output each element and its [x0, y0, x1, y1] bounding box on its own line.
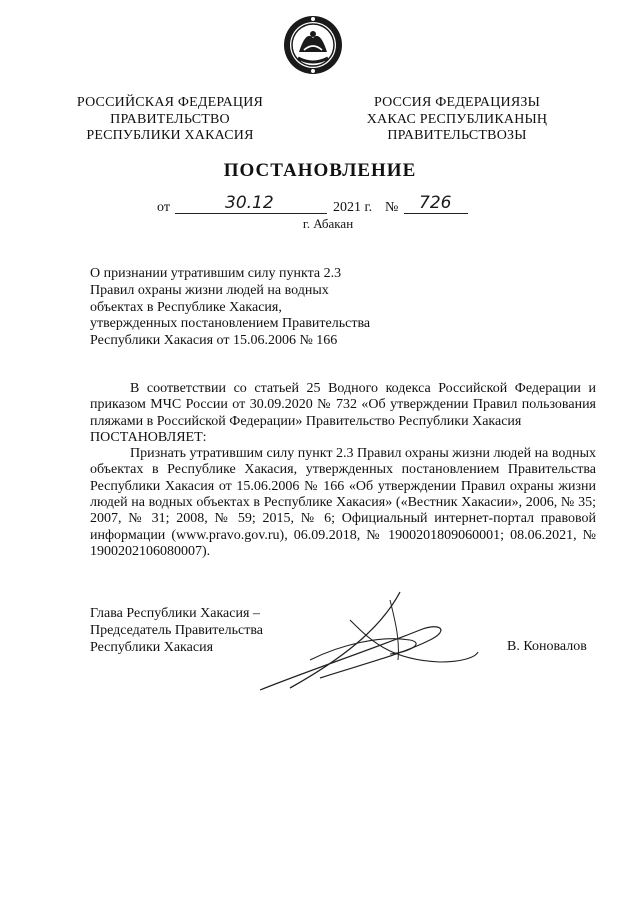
header-left-line-3: РЕСПУБЛИКИ ХАКАСИЯ [86, 128, 254, 143]
year-label: 2021 г. [333, 200, 373, 215]
from-label: от [157, 200, 170, 215]
header-left-block [70, 95, 270, 145]
signatory-position-line: Республики Хакасия [90, 640, 214, 655]
document-body [90, 381, 596, 560]
coat-of-arms-emblem [282, 14, 344, 76]
body-paragraph-decision: Признать утратившим силу пункт 2.3 Правил охраны жизни людей на водных объектах в Республике Хакасия, утвержденных постановлением Правительства Республики Хакасия от 15.06.2006 № 166 «Об утверждении Правил охраны жизни людей на водных объектах в Республике Хакасия» («Вестник Хакасии», 2006, № 35; 2007, № 31; 2008, № 59; 2015, № 6; Официальный интернет-портал правовой информации (www.pravo.gov.ru), 06.09.2018, № 1900201809060001; 08.06.2021, № 1900202106080007). [90, 446, 596, 559]
date-number-row [0, 193, 640, 218]
resolves-label: ПОСТАНОВЛЯЕТ: [90, 429, 207, 445]
subject-line: Республики Хакасия от 15.06.2006 № 166 [90, 333, 338, 349]
handwritten-number: 726 [419, 193, 452, 213]
subject-line: утвержденных постановлением Правительства [90, 316, 371, 332]
handwritten-date: 30.12 [225, 193, 274, 213]
header-right-block [352, 95, 562, 145]
document-title: ПОСТАНОВЛЕНИЕ [223, 160, 417, 181]
subject-line: Правил охраны жизни людей на водных [90, 282, 329, 298]
document-subject [90, 266, 376, 350]
signatory-position-line: Председатель Правительства [90, 623, 263, 638]
header-right-line-1: РОССИЯ ФЕДЕРАЦИЯЗЫ [373, 95, 541, 110]
signatory-position-line: Глава Республики Хакасия – [90, 606, 260, 621]
header-left-line-1: РОССИЙСКАЯ ФЕДЕРАЦИЯ [76, 95, 264, 110]
number-underline [404, 213, 468, 214]
subject-line: объектах в Республике Хакасия, [90, 299, 282, 315]
city-label: г. Абакан [302, 216, 354, 231]
date-underline [175, 213, 327, 214]
signatory-position [90, 605, 263, 656]
signatory-name: В. Коновалов [507, 639, 587, 654]
number-label: № [385, 200, 399, 215]
body-paragraph-basis: В соответствии со статьей 25 Водного кодекса Российской Федерации и приказом МЧС России от 30.09.2020 № 732 «Об утверждении Правил пользования пляжами в Российской Федерации» Правительство Республики Хакасия [90, 381, 596, 429]
subject-line: О признании утратившим силу пункта 2.3 [90, 266, 342, 281]
header-right-line-2: ХАКАС РЕСПУБЛИКАНЫҢ [366, 111, 548, 127]
header-left-line-2: ПРАВИТЕЛЬСТВО [110, 111, 230, 127]
handwritten-signature [250, 590, 480, 700]
header-right-line-3: ПРАВИТЕЛЬСТВОЗЫ [387, 128, 527, 143]
